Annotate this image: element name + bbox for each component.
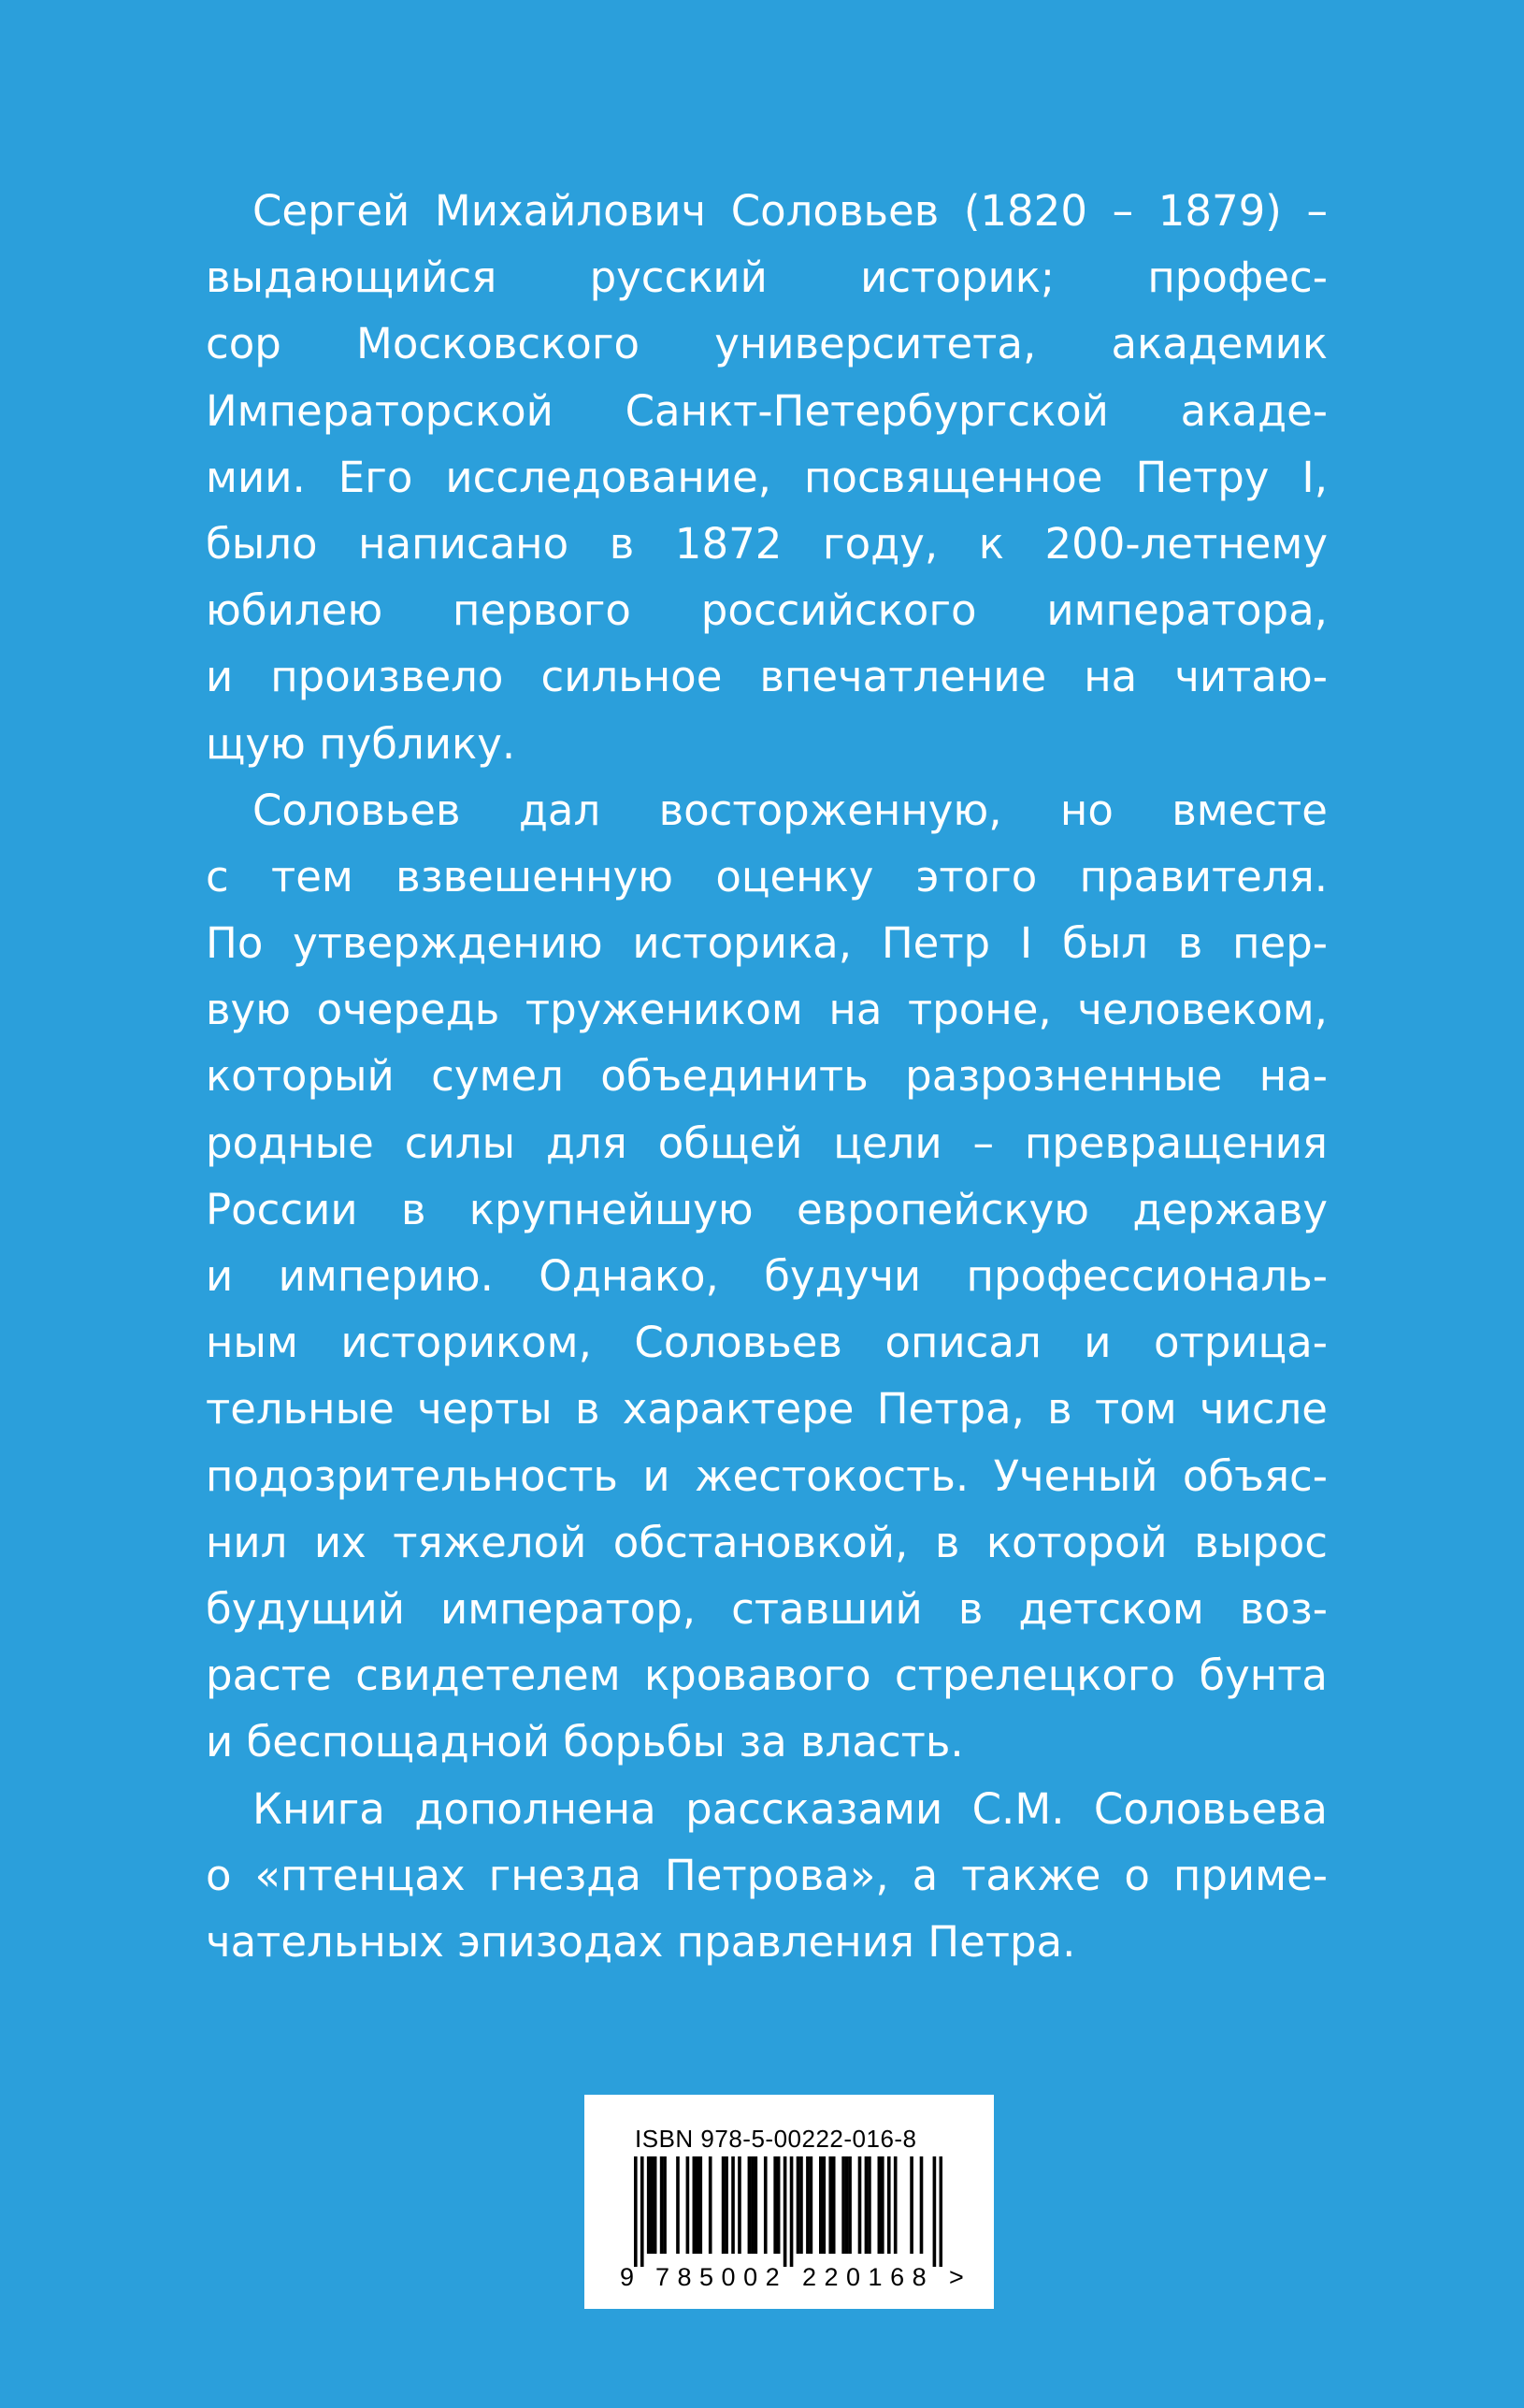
paragraph-line: чательных эпизодах правления Петра. [206,1916,1076,1967]
barcode-bars [634,2156,942,2267]
barcode-bar [790,2156,794,2267]
paragraph-line: выдающийся русский историк; профес- [206,252,1328,303]
paragraph-line: щую публику. [206,718,516,769]
barcode-bar [845,2156,849,2254]
barcode-bar [881,2156,884,2254]
barcode-bar [676,2156,680,2254]
barcode-bar [933,2156,937,2267]
annotation-text [206,178,1328,1975]
barcode-bar [751,2156,755,2254]
barcode-bar [878,2156,882,2254]
paragraph-line: подозрительность и жестокость. Ученый объяс- [206,1450,1328,1501]
barcode-bar [865,2156,869,2254]
paragraph-line: Сергей Михайлович Соловьев (1820 – 1879) – [252,186,1328,236]
paragraph-line: и беспощадной борьбы за власть. [206,1717,964,1767]
paragraph-line: было написано в 1872 году, к 200-летнему [206,518,1328,569]
barcode-bar [920,2156,924,2254]
barcode-bar [686,2156,690,2254]
barcode-bar [663,2156,667,2254]
barcode-bar [634,2156,638,2267]
paragraph-line: будущий император, ставший в детском воз- [206,1583,1328,1634]
paragraph-line: и произвело сильное впечатление на читаю- [206,652,1328,702]
paragraph-line: и империю. Однако, будучи профессиональ- [206,1251,1328,1301]
barcode-bar [797,2156,800,2254]
barcode-bar [910,2156,913,2254]
barcode-bar [777,2156,781,2254]
paragraph-line: По утверждению историка, Петр I был в пер- [206,918,1328,969]
paragraph-line: сор Московского университета, академик [206,319,1328,369]
paragraph-line: о «птенцах гнезда Петрова», а также о приме- [206,1850,1328,1900]
barcode-bar [799,2156,803,2254]
barcode-bar [725,2156,728,2254]
barcode-bar [698,2156,702,2254]
barcode-bar [841,2156,845,2254]
paragraph-line: нил их тяжелой обстановкой, в которой вырос [206,1517,1328,1567]
barcode-bar [660,2156,664,2254]
barcode-bar [868,2156,871,2254]
barcode-bar [819,2156,823,2254]
paragraph-line: ным историком, Соловьев описал и отрица- [206,1318,1328,1368]
barcode-bar [650,2156,654,2254]
paragraph-line: Императорской Санкт-Петербургской акаде- [206,385,1328,436]
barcode-bar [828,2156,832,2254]
barcode-bar [748,2156,752,2254]
barcode-bar [731,2156,735,2254]
paragraph-line: расте свидетелем кровавого стрелецкого бунта [206,1651,1328,1701]
paragraph-line: тельные черты в характере Петра, в том числе [206,1384,1328,1435]
barcode-bar [755,2156,758,2254]
barcode-bar [647,2156,651,2254]
barcode-bar [858,2156,862,2254]
paragraph-2 [206,777,1328,1776]
paragraph-line: Книга дополнена рассказами С.М. Соловьева [252,1783,1328,1834]
barcode-bar [887,2156,891,2254]
barcode-digits-left: 785002 [655,2263,788,2291]
paragraph-line: который сумел объединить разрозненные на- [206,1051,1328,1102]
barcode-bar [738,2156,741,2254]
barcode-digits-right: 220168 [802,2263,935,2291]
barcode-bar [764,2156,768,2254]
barcode-bar [822,2156,826,2254]
barcode-bar [722,2156,726,2254]
paragraph-3 [206,1776,1328,1976]
barcode-bar [848,2156,852,2254]
barcode-digits [620,2263,966,2295]
paragraph-line: мии. Его исследование, посвященное Петру I, [206,452,1328,502]
paragraph-line: с тем взвешенную оценку этого правителя. [206,851,1328,901]
isbn-label: ISBN 978-5-00222-016-8 [635,2125,917,2153]
barcode-bar [806,2156,810,2254]
barcode-bar [773,2156,777,2254]
paragraph-1 [206,178,1328,777]
barcode-bar [640,2156,644,2267]
barcode-bar [832,2156,836,2254]
barcode-bar [940,2156,942,2267]
barcode-bar [709,2156,712,2254]
barcode-bar [894,2156,898,2254]
barcode-bar [784,2156,787,2267]
barcode-bar [696,2156,699,2254]
paragraph-line: родные силы для общей цели – превращения [206,1117,1328,1168]
paragraph-line: вую очередь тружеником на троне, человеком, [206,985,1328,1035]
paragraph-line: Соловьев дал восторженную, но вместе [252,785,1328,835]
barcode-arrow: > [949,2263,964,2291]
barcode-bar [654,2156,657,2254]
barcode-digit-first: 9 [620,2263,635,2291]
paragraph-line: России в крупнейшую европейскую державу [206,1184,1328,1234]
barcode-bar [810,2156,813,2254]
barcode-bar [693,2156,697,2254]
isbn-barcode [584,2095,994,2309]
paragraph-line: юбилею первого российского императора, [206,585,1328,636]
